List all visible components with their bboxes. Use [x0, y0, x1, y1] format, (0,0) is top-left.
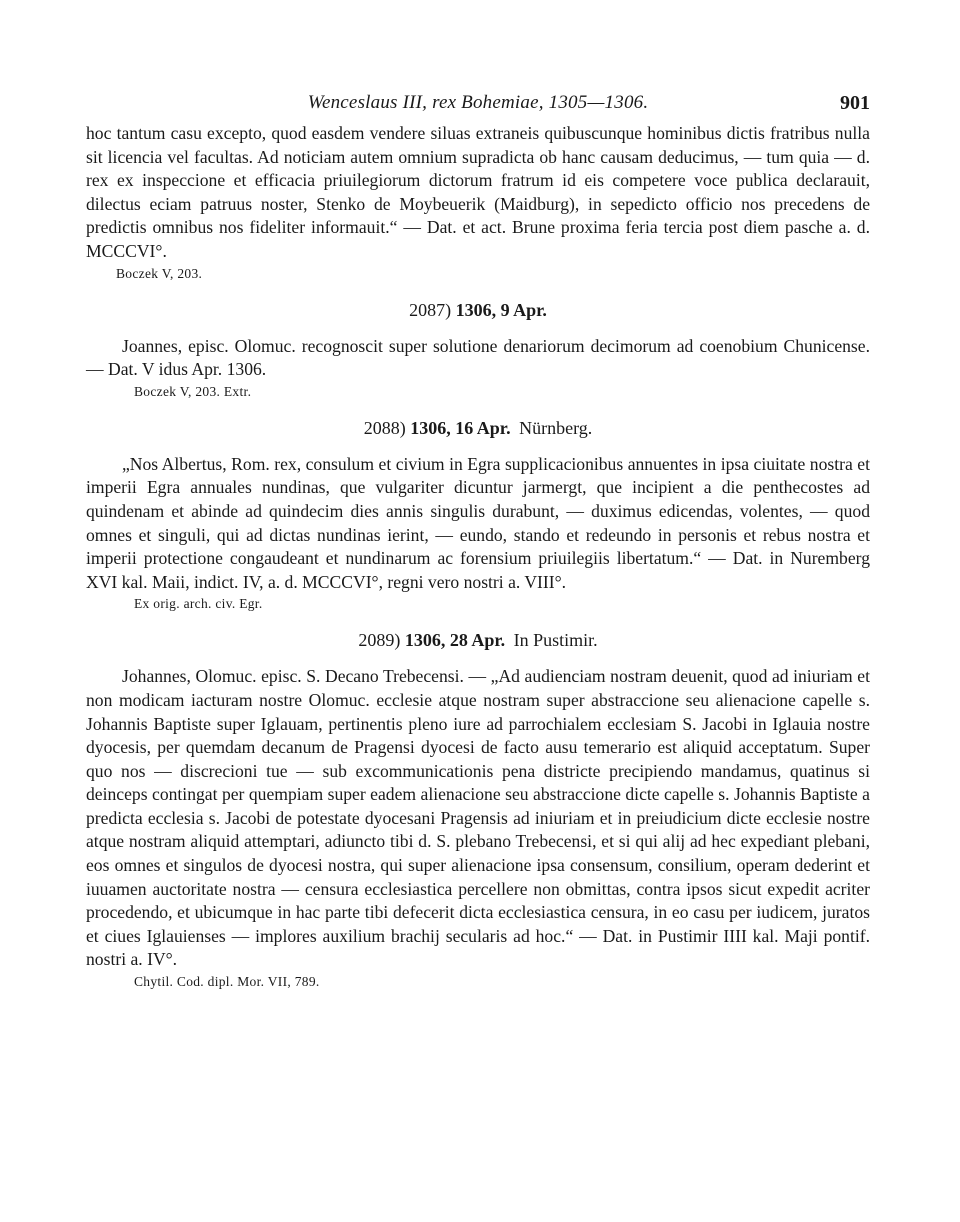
entry-source-2089: Chytil. Cod. dipl. Mor. VII, 789. — [134, 974, 320, 990]
entry-heading-2087 — [86, 300, 870, 321]
entry-text-2089: Johannes, Olomuc. episc. S. Decano Trebecensi. — „Ad audienciam nostram deuenit, quod ad iniuriam et non modicam iacturam nostre Olomuc. ecclesie atque nostram super abstraccione seu alienacione capelle s. Johannis Baptiste super Iglauam, pertinentis pleno iure ad parrochialem ecclesiam S. Jacobi in Iglauia nostre dyocesis, per quemdam decanum de Pragensi dyocesi de facto ausu temerario est aliquid acceptatum. Super quo nos — discrecioni tue — sub excommunicationis pena districte precipiendo mandamus, quatinus si deinceps contingat per quempiam super eadem alienacione seu abstraccione dicte capelle s. Johannis Baptiste a predicta ecclesia s. Jacobi de potestate dyocesani Pragensis ad iniuriam et in preiudicium dicte ecclesie nostre atque nostram aliquid attemptari, adiuncto tibi d. S. plebano Trebecensi, et si qui alij ad hec expediant plebani, eos omnes et singulos de dyocesi nostra, qui super alienacione ipsa consensum, consilium, operam dederint et iuuamen auctoritate nostra — censura ecclesiastica percellere non obmittas, contra ipsos sicut expedit acriter procedendo, et ubicumque in hac parte tibi defecerit dicta ecclesiastica censura, in eo casu per iudicem, juratos et ciues Iglauienses — implores auxilium brachij secularis ad hoc.“ — Dat. in Pustimir IIII kal. Maji pontif. nostri a. IV°. — [86, 666, 870, 970]
page — [86, 92, 870, 992]
entry-heading-2088 — [86, 418, 870, 439]
continuation-text: hoc tantum casu excepto, quod easdem vendere siluas extraneis quibuscunque hominibus dictis fratribus nulla sit licencia vel facultas. Ad noticiam autem omnium supradicta ob hanc causam deducimus, — tum quia — d. rex ex inspeccione et efficacia priuilegiorum dictorum fratrum id eis competere voce publica declarauit, dilectus eciam patruus noster, Stenko de Moybeuerik (Maidburg), in sepedicto officio nos precedens de predictis omnibus nos fideliter informauit.“ — Dat. et act. Brune proxima feria tercia post diem pasche a. d. MCCCVI°. — [86, 123, 870, 261]
entry-place: Nürnberg. — [519, 417, 593, 438]
entry-number: 2088) — [363, 417, 406, 438]
entry-source-2087: Boczek V, 203. Extr. — [134, 383, 252, 399]
running-title: Wenceslaus III, rex Bohemiae, 1305—1306. — [307, 92, 649, 113]
entry-date: 1306, 9 Apr. — [455, 299, 547, 320]
entry-heading-2089 — [86, 630, 870, 651]
entry-text-2088: „Nos Albertus, Rom. rex, consulum et civium in Egra supplicacionibus annuentes in ipsa ciuitate nostra et imperii Egra annuales nundinas, que vulgariter dicuntur jarmergt, que incipient a die penthecostes ad quindenam et abinde ad quindecim dies annis singulis durabunt, — duximus edicendas, volentes, — quod omnes et singuli, qui ad dictas nundinas ierint, — eundo, stando et redeundo in personis et rebus nostra et imperii protectione congaudeant et nundinarum ac forensium priuilegiis libertatum.“ — Dat. in Nuremberg XVI kal. Maii, indict. IV, a. d. MCCCVI°, regni vero nostri a. VIII°. — [86, 453, 870, 592]
entry-source-2088: Ex orig. arch. civ. Egr. — [134, 596, 263, 612]
entry-place: In Pustimir. — [513, 630, 598, 651]
entry-text-2087: Joannes, episc. Olomuc. recognoscit super solutione denariorum decimorum ad coenobium Chunicense. — Dat. V idus Apr. 1306. — [86, 335, 870, 380]
page-number: 901 — [840, 92, 870, 114]
entry-date: 1306, 28 Apr. — [404, 630, 506, 651]
entry-number: 2087) — [409, 299, 452, 320]
entry-number: 2089) — [358, 630, 401, 651]
entry-date: 1306, 16 Apr. — [410, 417, 511, 438]
running-head — [86, 92, 870, 122]
continuation-source: Boczek V, 203. — [116, 265, 203, 281]
